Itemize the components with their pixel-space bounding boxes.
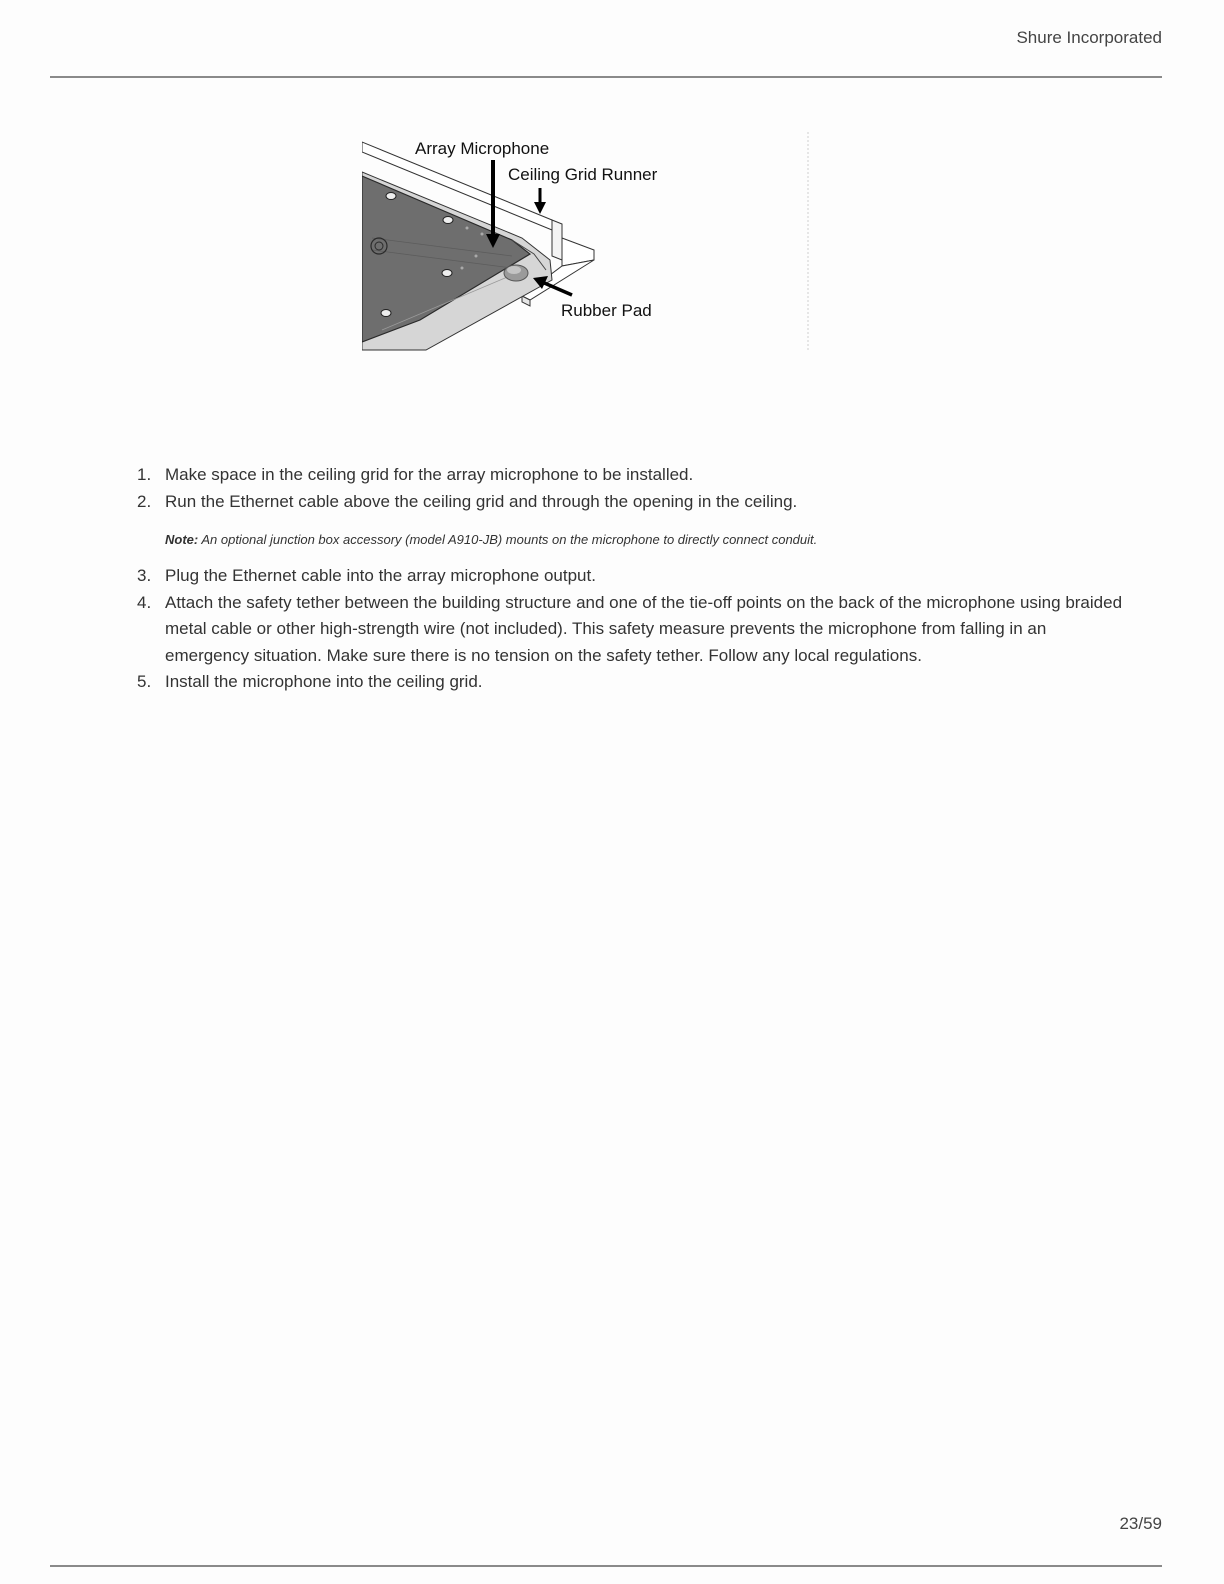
step-number: 4. bbox=[137, 592, 152, 612]
screw-icon bbox=[442, 270, 452, 277]
step-text: Make space in the ceiling grid for the array microphone to be installed. bbox=[165, 465, 694, 484]
step-text: Plug the Ethernet cable into the array microphone output. bbox=[165, 566, 596, 585]
step-3 bbox=[137, 563, 1127, 590]
label-ceiling-grid-runner: Ceiling Grid Runner bbox=[508, 165, 658, 184]
step-number: 5. bbox=[137, 672, 152, 691]
rubber-pad-highlight bbox=[507, 266, 521, 274]
label-rubber-pad: Rubber Pad bbox=[561, 301, 652, 320]
indicator-dot bbox=[466, 227, 469, 230]
step-4 bbox=[137, 590, 1127, 670]
array-microphone-panel bbox=[362, 172, 552, 350]
step-1 bbox=[137, 462, 1127, 489]
indicator-dot bbox=[475, 255, 478, 258]
indicator-dot bbox=[461, 267, 464, 270]
page-number: 23/59 bbox=[1119, 1514, 1162, 1533]
step-text: Run the Ethernet cable above the ceiling grid and through the opening in the ceiling. bbox=[165, 491, 798, 511]
indicator-dot bbox=[481, 233, 484, 236]
step-number: 3. bbox=[137, 566, 152, 585]
step-5 bbox=[137, 669, 1127, 696]
arrow-ceiling-grid-runner bbox=[534, 188, 546, 214]
step-text: Attach the safety tether between the building structure and one of the tie-off points on the back of the microphone using braided metal cable or other high-strength wire (not included). This safety measure prevents the microphone from falling in an emergency situation. Make sure there is no tension on the safety tether. Follow any local regulations. bbox=[165, 592, 1123, 665]
installation-steps bbox=[137, 462, 1127, 696]
label-array-microphone: Array Microphone bbox=[415, 139, 550, 158]
step-number: 1. bbox=[137, 465, 152, 484]
note bbox=[165, 531, 1127, 549]
screw-icon bbox=[386, 193, 396, 200]
step-text: Install the microphone into the ceiling grid. bbox=[165, 672, 483, 691]
header-divider bbox=[50, 76, 1162, 78]
step-2 bbox=[137, 489, 1127, 516]
screw-icon bbox=[443, 217, 453, 224]
installation-figure bbox=[362, 130, 812, 352]
footer-divider bbox=[50, 1565, 1162, 1567]
note-label: Note: bbox=[165, 532, 199, 547]
step-number: 2. bbox=[137, 491, 152, 511]
screw-icon bbox=[381, 310, 391, 317]
note-text: An optional junction box accessory (model A910-JB) mounts on the microphone to directly connect conduit. bbox=[198, 532, 818, 547]
header-company-name: Shure Incorporated bbox=[1016, 28, 1162, 47]
ceiling-grid-illustration bbox=[362, 130, 812, 352]
